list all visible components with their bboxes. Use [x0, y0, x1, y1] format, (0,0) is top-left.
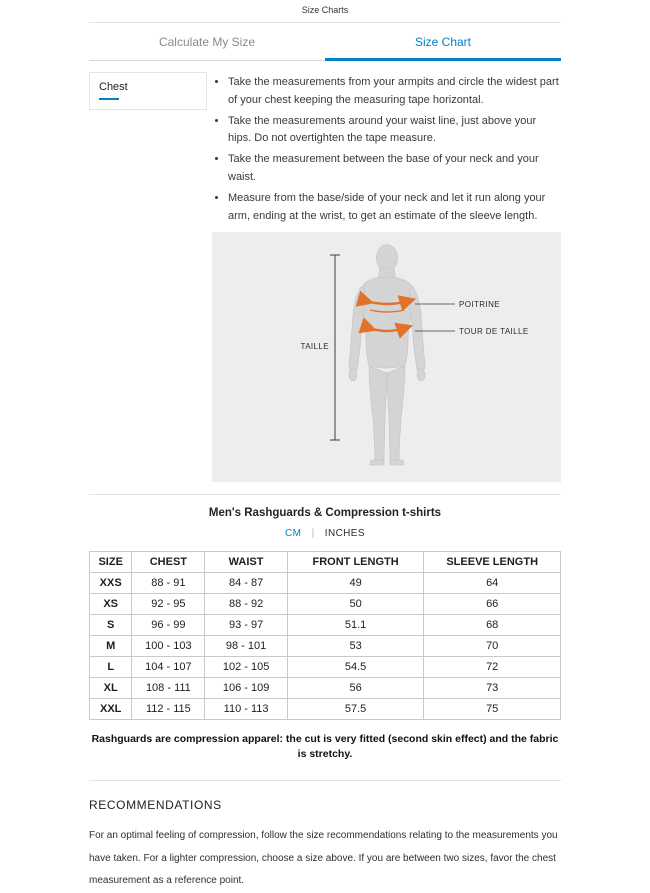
size-cell: S — [90, 614, 132, 635]
value-cell: 57.5 — [287, 698, 424, 719]
table-row — [90, 677, 561, 698]
table-row — [90, 572, 561, 593]
unit-toggle-inches[interactable]: INCHES — [324, 527, 365, 539]
value-cell: 68 — [424, 614, 561, 635]
category-sidebar — [89, 72, 207, 482]
size-cell: L — [90, 656, 132, 677]
value-cell: 50 — [287, 593, 424, 614]
value-cell: 73 — [424, 677, 561, 698]
value-cell: 88 - 92 — [205, 593, 287, 614]
value-cell: 112 - 115 — [132, 698, 205, 719]
value-cell: 106 - 109 — [205, 677, 287, 698]
value-cell: 64 — [424, 572, 561, 593]
value-cell: 75 — [424, 698, 561, 719]
size-table-title: Men's Rashguards & Compression t-shirts — [208, 506, 442, 519]
size-chart-tabs — [89, 25, 561, 61]
recommendations-divider — [89, 780, 561, 781]
value-cell: 84 - 87 — [205, 572, 287, 593]
value-cell: 49 — [287, 572, 424, 593]
section-divider — [89, 494, 561, 495]
value-cell: 102 - 105 — [205, 656, 287, 677]
chest-label: POITRINE — [459, 299, 500, 309]
compression-note: Rashguards are compression apparel: the cut is very fitted (second skin effect) and the fabric is stretchy. — [91, 732, 559, 761]
sidebar-item-chest[interactable] — [89, 72, 207, 110]
size-table-header — [90, 551, 561, 572]
body-measurement-figure — [212, 232, 561, 482]
size-cell: M — [90, 635, 132, 656]
column-header: SLEEVE LENGTH — [424, 551, 561, 572]
mannequin-illustration — [212, 232, 560, 482]
tab-calculate-my-size[interactable]: Calculate My Size — [89, 25, 325, 61]
value-cell: 72 — [424, 656, 561, 677]
value-cell: 104 - 107 — [132, 656, 205, 677]
value-cell: 56 — [287, 677, 424, 698]
table-row — [90, 698, 561, 719]
instruction-item: • Take the measurements from your armpits and circle the widest part of your chest keeping the measuring tape horizontal. — [228, 74, 561, 110]
recommendations-body: For an optimal feeling of compression, follow the size recommendations relating to the measurements you have taken. For a lighter compression, choose a size above. If you are between two sizes, favor the chest measurement as a reference point. — [89, 830, 558, 886]
instruction-item: • Take the measurement between the base of your neck and your waist. — [228, 151, 561, 187]
instruction-item: • Measure from the base/side of your neck and let it run along your arm, ending at the wrist, to get an estimate of the sleeve length. — [228, 190, 561, 226]
height-label: TAILLE — [300, 341, 329, 351]
column-header: SIZE — [90, 551, 132, 572]
table-row — [90, 635, 561, 656]
value-cell: 110 - 113 — [205, 698, 287, 719]
column-header: WAIST — [205, 551, 287, 572]
waist-label: TOUR DE TAILLE — [459, 326, 529, 336]
size-cell: XS — [90, 593, 132, 614]
value-cell: 100 - 103 — [132, 635, 205, 656]
table-row — [90, 656, 561, 677]
value-cell: 98 - 101 — [205, 635, 287, 656]
value-cell: 108 - 111 — [132, 677, 205, 698]
tab-size-chart[interactable]: Size Chart — [325, 25, 561, 61]
size-table — [89, 551, 561, 720]
value-cell: 70 — [424, 635, 561, 656]
size-table-body — [90, 572, 561, 719]
column-header: CHEST — [132, 551, 205, 572]
header-divider — [89, 22, 561, 23]
instruction-item: • Take the measurements around your waist line, just above your hips. Do not overtighten the tape measure. — [228, 113, 561, 149]
unit-toggle — [89, 528, 561, 539]
instruction-list — [212, 74, 561, 226]
sidebar-item-label: Chest — [99, 81, 128, 93]
value-cell: 92 - 95 — [132, 593, 205, 614]
value-cell: 96 - 99 — [132, 614, 205, 635]
table-row — [90, 593, 561, 614]
column-header: FRONT LENGTH — [287, 551, 424, 572]
value-cell: 66 — [424, 593, 561, 614]
recommendations-title: RECOMMENDATIONS — [89, 798, 222, 812]
size-cell: XL — [90, 677, 132, 698]
value-cell: 88 - 91 — [132, 572, 205, 593]
size-cell: XXL — [90, 698, 132, 719]
value-cell: 53 — [287, 635, 424, 656]
value-cell: 51.1 — [287, 614, 424, 635]
active-item-underline — [99, 98, 119, 100]
size-cell: XXS — [90, 572, 132, 593]
table-row — [90, 614, 561, 635]
page-title: Size Charts — [301, 5, 349, 15]
unit-toggle-cm[interactable]: CM — [285, 527, 302, 539]
value-cell: 54.5 — [287, 656, 424, 677]
unit-separator: | — [311, 527, 315, 539]
value-cell: 93 - 97 — [205, 614, 287, 635]
